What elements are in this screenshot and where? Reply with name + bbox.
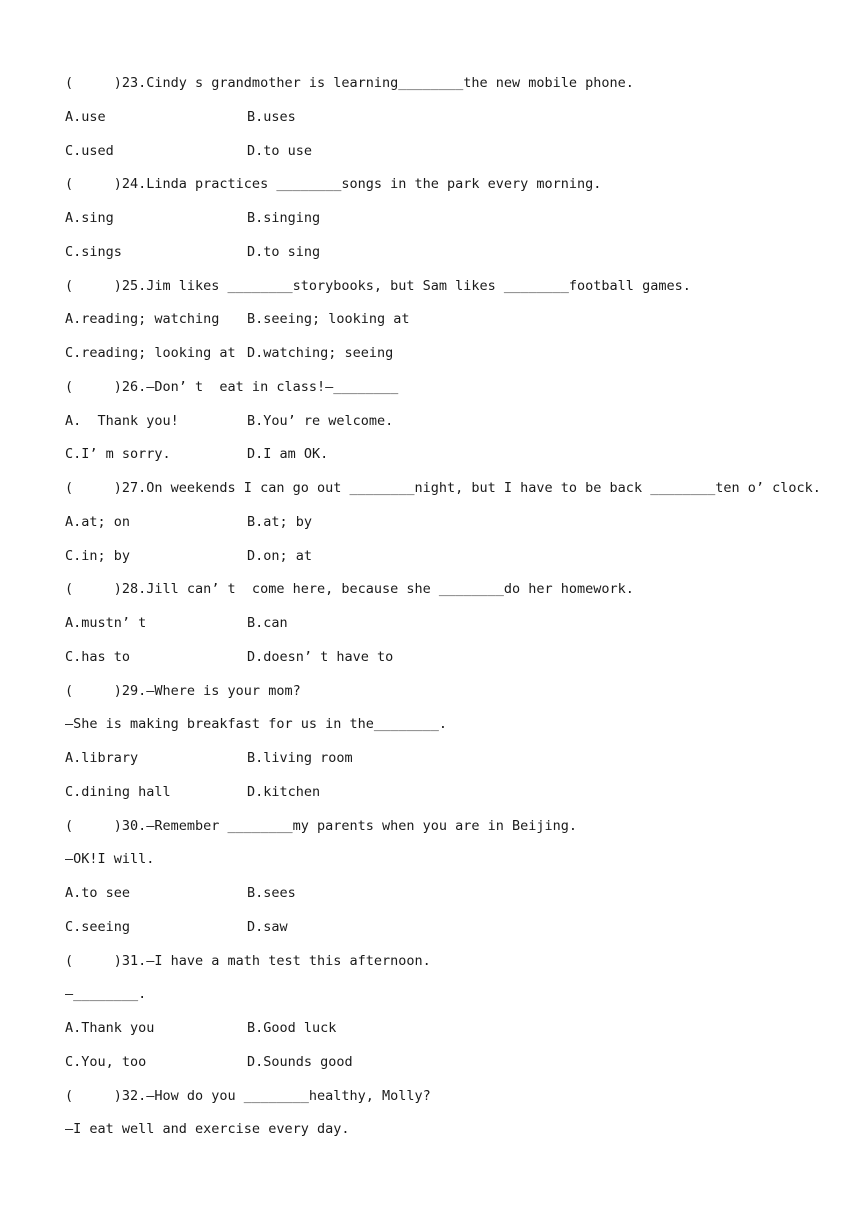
option-d: D.doesn’ t have to	[247, 648, 394, 665]
option-a: A.at; on	[65, 513, 131, 530]
option-a: A.mustn’ t	[65, 615, 147, 631]
option-d: D.Sounds good	[247, 1053, 353, 1070]
question-stem: ( )32.—How do you ________healthy, Molly?	[65, 1087, 431, 1104]
option-c: C.I’ m sorry.	[65, 446, 171, 463]
option-d: D.saw	[247, 918, 288, 935]
option-a: A.use	[65, 108, 106, 125]
question-stem: ( )30.—Remember ________my parents when you are in Beijing.	[65, 817, 578, 834]
option-d: D.on; at	[247, 547, 313, 564]
option-a: A. Thank you!	[65, 412, 179, 429]
option-b: B.uses	[247, 108, 296, 125]
option-b: B.can	[247, 615, 288, 631]
answer-line: —OK!I will.	[65, 851, 155, 868]
option-c: C.has to	[65, 648, 131, 665]
option-c: C.seeing	[65, 918, 131, 935]
answer-line: —I eat well and exercise every day.	[65, 1121, 350, 1138]
answer-line: —She is making breakfast for us in the________.	[65, 716, 448, 733]
option-c: C.in; by	[65, 547, 131, 564]
option-d: D.to use	[247, 142, 313, 159]
option-b: B.sees	[247, 885, 296, 901]
question-stem: ( )31.—I have a math test this afternoon.	[65, 952, 431, 969]
question-stem: ( )27.On weekends I can go out ________night, but I have to be back ________ten o’ clock.	[65, 480, 821, 496]
option-b: B.seeing; looking at	[247, 311, 410, 328]
question-stem: ( )23.Cindy s grandmother is learning________the new mobile phone.	[65, 75, 634, 91]
option-c: C.sings	[65, 243, 122, 260]
option-a: A.library	[65, 750, 139, 766]
option-c: C.used	[65, 142, 114, 159]
option-a: A.sing	[65, 210, 114, 226]
option-d: D.I am OK.	[247, 446, 329, 463]
option-b: B.living room	[247, 750, 353, 766]
question-stem: ( )28.Jill can’ t come here, because she ________do her homework.	[65, 581, 634, 598]
option-a: A.reading; watching	[65, 311, 220, 328]
option-c: C.You, too	[65, 1053, 147, 1070]
question-stem: ( )26.—Don’ t eat in class!—________	[65, 378, 399, 395]
option-a: A.to see	[65, 885, 131, 901]
option-a: A.Thank you	[65, 1020, 155, 1036]
option-c: C.dining hall	[65, 783, 171, 800]
question-stem: ( )24.Linda practices ________songs in the park every morning.	[65, 176, 602, 193]
option-d: D.to sing	[247, 243, 321, 260]
option-b: B.You’ re welcome.	[247, 412, 394, 429]
option-c: C.reading; looking at	[65, 345, 236, 361]
question-stem: ( )25.Jim likes ________storybooks, but Sam likes ________football games.	[65, 277, 691, 294]
option-b: B.at; by	[247, 513, 313, 530]
option-b: B.singing	[247, 210, 321, 226]
answer-line: —________.	[65, 986, 147, 1003]
option-d: D.kitchen	[247, 783, 321, 800]
option-b: B.Good luck	[247, 1020, 337, 1036]
question-stem: ( )29.—Where is your mom?	[65, 682, 301, 699]
option-d: D.watching; seeing	[247, 345, 394, 361]
